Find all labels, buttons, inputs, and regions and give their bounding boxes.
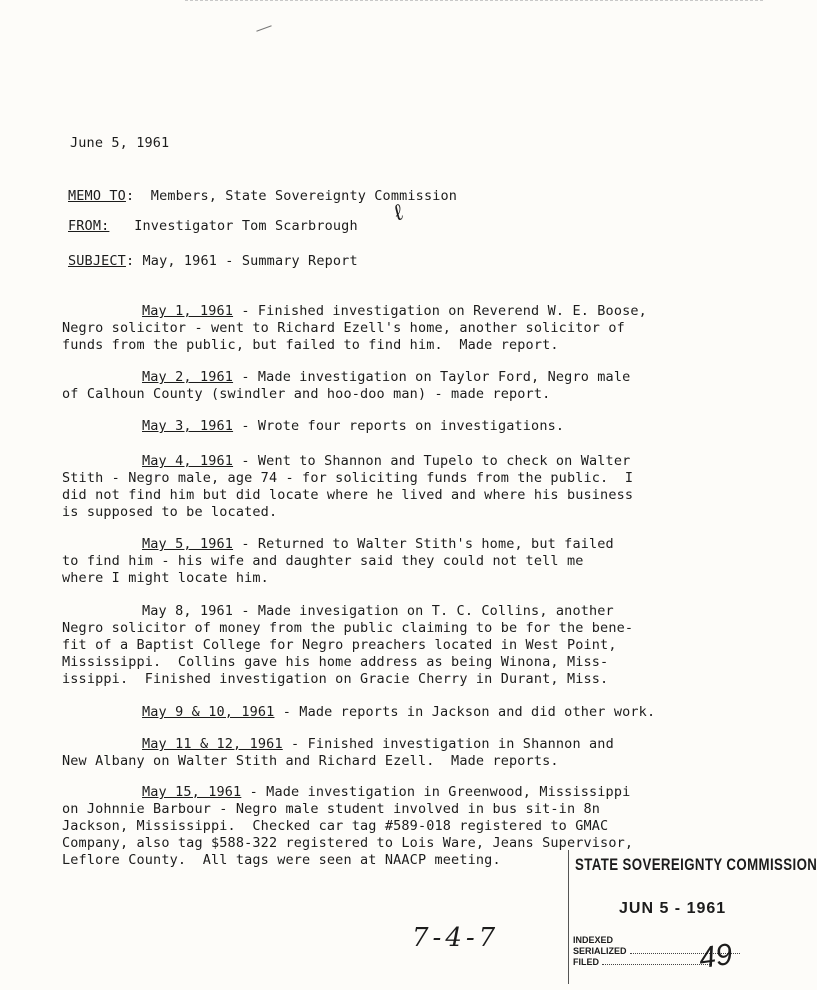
pen-mark (256, 25, 271, 31)
entry-may-2 (62, 369, 712, 403)
stamp-indexed: INDEXED (573, 935, 614, 945)
memo-date: June 5, 1961 (70, 135, 170, 151)
signature-mark: ℓ (387, 199, 410, 228)
stamp-title: STATE SOVEREIGNTY COMMISSION (575, 855, 817, 874)
memo-to-value: : Members, State Sovereignty Commission (125, 188, 458, 204)
entry-date: May 3, 1961 (142, 418, 234, 434)
entry-date: May 11 & 12, 1961 (142, 736, 283, 752)
entry-date: May 2, 1961 (142, 369, 234, 385)
commission-stamp (568, 850, 817, 984)
entry-text: - Returned to Walter Stith's home, but failed to find him - his wife and daughter said they could not tell me where I might locate him. (62, 536, 614, 586)
entry-may-8 (62, 603, 712, 688)
subject-line (68, 253, 718, 270)
memo-to-label: MEMO TO (68, 188, 126, 204)
entry-may-5 (62, 536, 712, 587)
page-number: 7-4-7 (412, 923, 500, 953)
from-line (68, 218, 718, 235)
stamp-filed: FILED (573, 954, 743, 971)
entry-may-4 (62, 453, 712, 521)
stamp-date: JUN 5 - 1961 (619, 900, 727, 917)
entry-may-11-12 (62, 736, 712, 770)
entry-text: - Made investigation in Greenwood, Mississippi on Johnnie Barbour - Negro male student involved in bus sit-in 8n Jackson, Mississippi. Checked car tag #589-018 registered to GMAC Company, also tag $588-322 registered to Lois Ware, Jeans Supervisor, Leflore County. All tags were seen at NAACP meeting. (62, 784, 634, 868)
subject-value: : May, 1961 - Summary Report (125, 253, 358, 269)
entry-may-1 (62, 303, 712, 354)
stamp-serialized: SERIALIZED (573, 943, 743, 960)
entry-text: - Finished investigation in Shannon and New Albany on Walter Stith and Richard Ezell. Made reports. (62, 736, 614, 769)
from-label: FROM: (68, 218, 110, 234)
top-edge-line (185, 0, 763, 1)
entry-text: - Wrote four reports on investigations. (233, 418, 565, 434)
entry-text: - Went to Shannon and Tupelo to check on Walter Stith - Negro male, age 74 - for soliciting funds from the public. I did not find him but did locate where he lived and where his business is supposed to be located. (62, 453, 634, 520)
from-value: Investigator Tom Scarbrough (109, 218, 358, 234)
entry-date: May 9 & 10, 1961 (142, 704, 275, 720)
entry-text: - Made reports in Jackson and did other work. (274, 704, 656, 720)
stamp-handwritten-number: 49 (696, 937, 735, 976)
entry-date: May 1, 1961 (142, 303, 234, 319)
entry-date: May 5, 1961 (142, 536, 234, 552)
entry-text: - Made invesigation on T. C. Collins, another Negro solicitor of money from the public claiming to be for the bene- fit of a Baptist College for Negro preachers located in West Point, Mississippi. Collins gave his home address as being Winona, Miss- issippi. Finished investigation on Gracie Cherry in Durant, Miss. (62, 603, 634, 687)
entry-may-9-10 (62, 704, 712, 721)
subject-label: SUBJECT (68, 253, 126, 269)
entry-date: May 15, 1961 (142, 784, 242, 800)
entry-text: - Finished investigation on Reverend W. E. Boose, Negro solicitor - went to Richard Ezell's home, another solicitor of funds from the public, but failed to find him. Made report. (62, 303, 647, 353)
entry-date: May 4, 1961 (142, 453, 234, 469)
entry-may-3 (62, 418, 712, 435)
entry-text: - Made investigation on Taylor Ford, Negro male of Calhoun County (swindler and hoo-doo man) - made report. (62, 369, 631, 402)
entry-date: May 8, 1961 (142, 603, 234, 619)
